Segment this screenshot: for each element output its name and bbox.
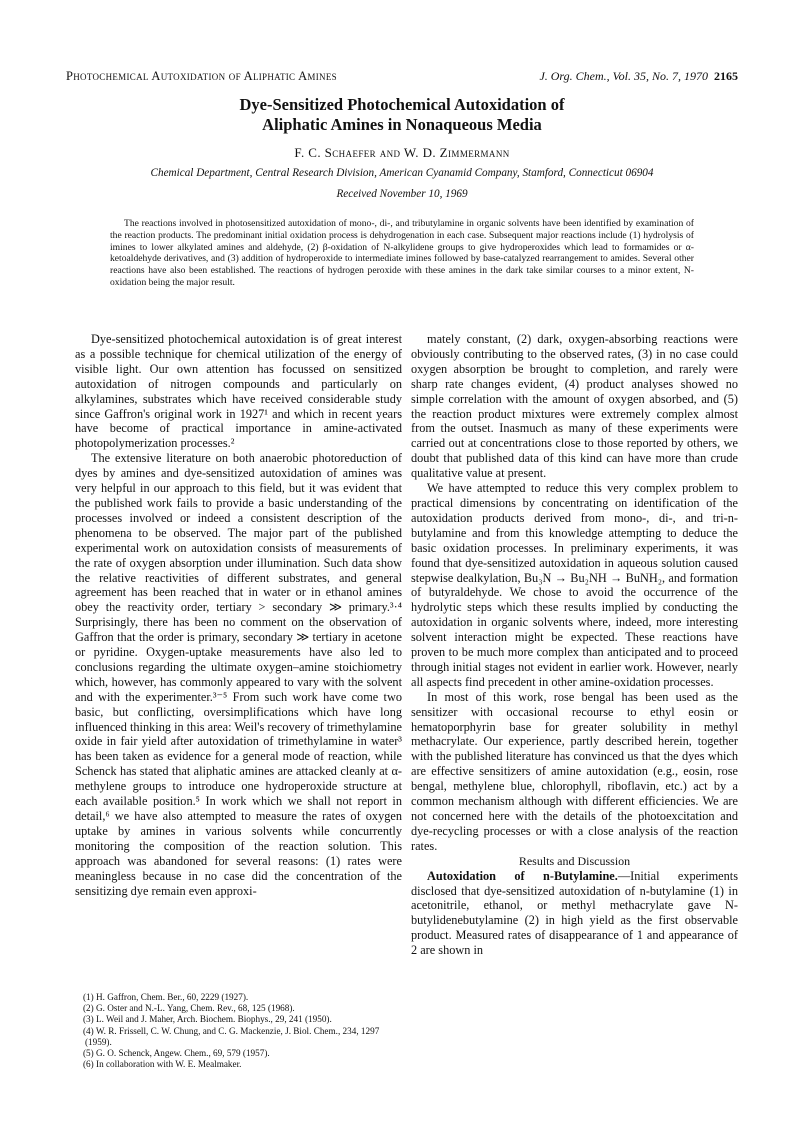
affiliation: Chemical Department, Central Research Division, American Cyanamid Company, Stamford, Connecticut 06904 — [150, 167, 654, 179]
page-number: 2165 — [714, 69, 738, 83]
paragraph — [411, 869, 738, 958]
run-in-heading: Autoxidation of n-Butylamine. — [427, 868, 618, 883]
article-title — [66, 95, 738, 135]
footnote: (2) G. Oster and N.-L. Yang, Chem. Rev., 68, 125 (1968). — [83, 1003, 295, 1014]
journal-info: J. Org. Chem., Vol. 35, No. 7, 1970 — [539, 69, 708, 83]
section-heading: Results and Discussion — [518, 853, 631, 868]
authors: F. C. Schaefer and W. D. Zimmermann — [294, 145, 510, 160]
footnote: (5) G. O. Schenck, Angew. Chem., 69, 579 (1957). — [83, 1048, 270, 1059]
paragraph: We have attempted to reduce this very complex problem to practical dimensions by concentrating on identification of the autoxidation products derived from mono-, di-, and tri-n-butylamine and from this knowledge attempting to deduce the basic oxidation processes. In preliminary experiments, it was found that dye-sensitized autoxidation in aqueous solution caused stepwise dealkylation, Bu₃N → Bu₂NH → BuNH₂, and formation of butyraldehyde. We chose to avoid the occurrence of the hydrolytic steps which these results implied by conducting the autoxidation in organic solvents where, indeed, more interesting solvent interaction might be expected. These reactions have proven to be much more complex than anticipated and to proceed through initial stages not evident in earlier work. However, nearly all aspects find precedent in other amine-oxidation processes. — [411, 481, 738, 689]
footnote: (1) H. Gaffron, Chem. Ber., 60, 2229 (1927). — [83, 992, 249, 1002]
journal-citation — [539, 69, 738, 84]
left-column — [75, 332, 402, 898]
footnote: (3) L. Weil and J. Maher, Arch. Biochem. Biophys., 29, 241 (1950). — [83, 1014, 332, 1025]
abstract: The reactions involved in photosensitized autoxidation of mono-, di-, and tributylamine in organic solvents have been identified by examination of the reaction products. The predominant initial oxidation process is dehydrogenation in each case. Subsequent major reactions include (1) hydrolysis of imines to lower alkylated amines and aldehyde, (2) β-oxidation of N-alkylidene groups to give hydroperoxides which lead to formamides or α-ketoaldehyde derivatives, and (3) addition of hydroperoxide to intermediate imines followed by base-catalyzed rearrangement to amides. Several other reactions have also been established. The reactions of hydrogen peroxide with these amines in the dark take similar courses to a minor extent, N-oxidation being the major result. — [110, 218, 694, 288]
title-line-1: Dye-Sensitized Photochemical Autoxidation of — [239, 95, 565, 114]
paragraph-text: —Initial experiments disclosed that dye-sensitized autoxidation of n-butylamine (1) in acetonitrile, ethanol, or methyl methacrylate gave N-butylidenebutylamine (2) in high yield as the first observable product. Measured rates of disappearance of 1 and appearance of 2 are shown in — [411, 868, 738, 958]
footnote: (4) W. R. Frissell, C. W. Chung, and C. G. Mackenzie, J. Biol. Chem., 234, 1297 (1959). — [83, 1025, 380, 1047]
footnotes — [75, 992, 402, 1070]
paragraph: In most of this work, rose bengal has been used as the sensitizer with occasional recourse to ethyl eosin or hematoporphyrin base for greater solubility in methyl methacrylate. Our experience, partly described herein, together with the published literature has convinced us that the dyes which are effective sensitizers of amine autoxidation (e.g., eosin, rose bengal, methylene blue, chlorophyll, riboflavin, etc.) act by a common mechanism although with different efficiencies. We are not concerned here with the details of the photoexcitation and dye-recycling processes or with a close analysis of the reaction rates. — [411, 689, 738, 853]
running-title: Photochemical Autoxidation of Aliphatic Amines — [66, 69, 337, 83]
paragraph: Dye-sensitized photochemical autoxidation is of great interest as a possible technique for chemical utilization of the energy of visible light. Our own attention has focussed on sensitized autoxidation of nitrogen compounds and particularly on alkylamines, substrates which have received considerable study since Gaffron's original work in 1927¹ and which in recent years have become of practical importance in amine-activated photopolymerization processes.² — [75, 332, 402, 451]
right-column — [411, 332, 738, 958]
received-date: Received November 10, 1969 — [336, 188, 468, 200]
paragraph: mately constant, (2) dark, oxygen-absorbing reactions were obviously contributing to the observed rates, (3) in no case could oxygen absorption be brought to completion, and rarely were sharp rate changes evident, (4) product analyses showed no simple correlation with the amount of oxygen absorbed, and (5) the reaction product mixtures were extremely complex almost from the outset. Inasmuch as many of these experiments were carried out at concentrations close to those reported by others, we doubt that published data of this kind can have more than crude qualitative value at present. — [411, 332, 738, 481]
title-line-2: Aliphatic Amines in Nonaqueous Media — [262, 115, 542, 134]
footnote: (6) In collaboration with W. E. Mealmaker. — [83, 1059, 242, 1070]
running-head — [66, 69, 738, 84]
paragraph: The extensive literature on both anaerobic photoreduction of dyes by amines and dye-sensitized autoxidation of amines was very helpful in our approach to this field, but it was evident that the published work fails to provide a basic understanding of the processes involved or indeed a consistent description of the phenomena to be observed. The major part of the published experimental work on autoxidation consists of measurements of the rate of oxygen absorption under illumination. Such data show the relative reactivities of different substrates, and general agreement has been reached that in water or in ethanol amines obey the reactivity order, tertiary > secondary ≫ primary.³·⁴ Surprisingly, there has been no comment on the observation of Gaffron that the order is primary, secondary ≫ tertiary in acetone or pyridine. Oxygen-uptake measurements have also led to conclusions regarding the ultimate oxygen–amine stoichiometry which, however, has commonly appeared to vary with the solvent and with the experimenter.³⁻⁵ From such work have come two basic, but conflicting, oversimplifications which have long influenced thinking in this area: Weil's recovery of trimethylamine oxide in fair yield after autoxidation of trimethylamine in water³ has been taken as evidence for a general mode of reaction, while Schenck has stated that aliphatic amines are attacked cleanly at α-methylene groups to introduce one hydroperoxide structure at each available position.⁵ In work which we shall not report in detail,⁶ we have also attempted to measure the rates of oxygen uptake by amines in various solvents while concurrently monitoring the composition of the reaction solution. This approach was abandoned for several reasons: (1) rates were meaningless because in no case did the concentration of the sensitizing dye remain even approxi- — [75, 451, 402, 898]
